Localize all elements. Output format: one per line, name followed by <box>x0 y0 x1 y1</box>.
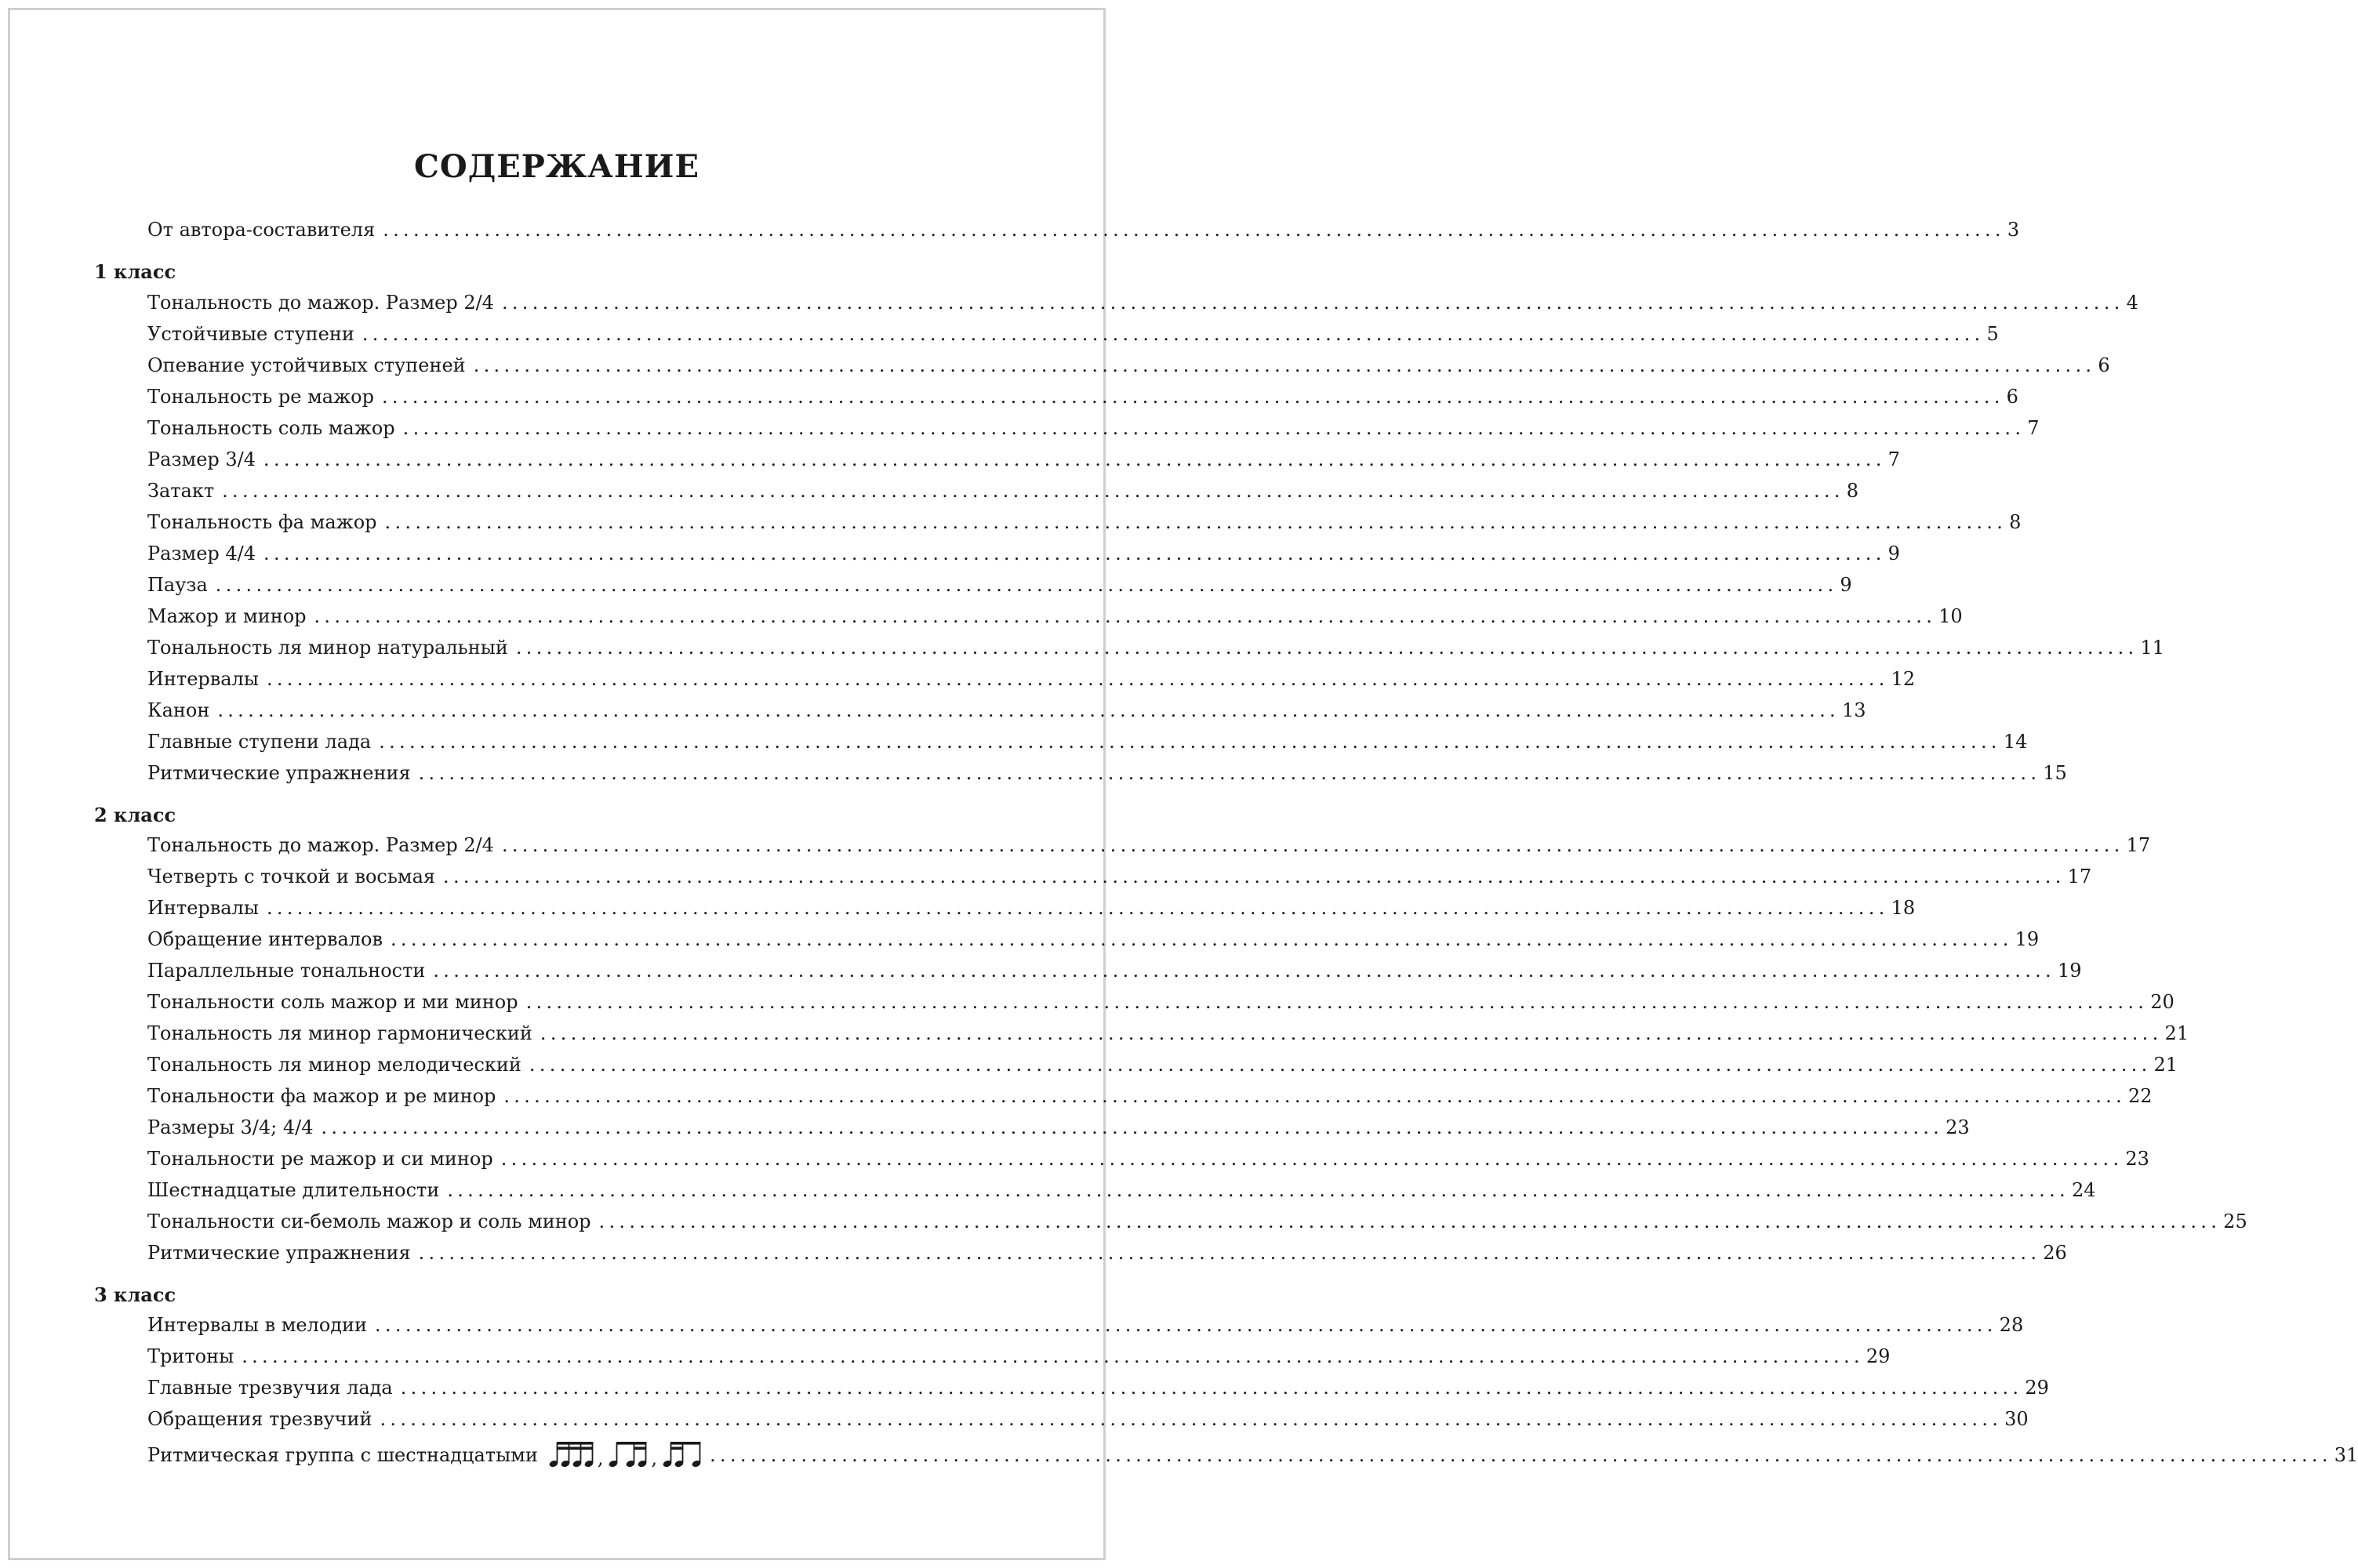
toc-entry[interactable] <box>147 924 2040 955</box>
toc-entry-page: 9 <box>1887 543 1900 564</box>
dot-leader: ................................................................................................................................................................ <box>473 354 2096 376</box>
toc-entry-page: 29 <box>1866 1345 1891 1367</box>
toc-entry[interactable] <box>147 1080 2153 1112</box>
toc-entry-page: 22 <box>2128 1085 2153 1107</box>
toc-entry-label: От автора-составителя <box>147 219 376 241</box>
toc-entry-label: Тональности си-бемоль мажор и соль минор <box>147 1210 591 1232</box>
toc-entry-page: 13 <box>1841 699 1866 721</box>
toc-entry-label: Тональности ре мажор и си минор <box>147 1148 493 1170</box>
toc-entry[interactable] <box>147 1018 2189 1049</box>
toc-entry-label: Опевание устойчивых ступеней <box>147 354 466 376</box>
page-title: СОДЕРЖАНИЕ <box>414 148 699 185</box>
dot-leader: ................................................................................................................................................................ <box>433 960 2055 982</box>
toc-entry-label: Тональность ре мажор <box>147 386 374 408</box>
toc-entry[interactable] <box>147 1143 2149 1174</box>
toc-entry-page: 11 <box>2140 637 2165 659</box>
rhythm-figures <box>549 1441 702 1468</box>
toc-entry-label: Ритмические упражнения <box>147 1242 411 1264</box>
toc-entry-label: Размер 3/4 <box>147 448 256 470</box>
dot-leader: ................................................................................................................................................................ <box>418 1242 2041 1264</box>
dot-leader: ................................................................................................................................................................ <box>501 292 2124 314</box>
toc-entry-page: 8 <box>2009 511 2022 533</box>
dot-leader: ................................................................................................................................................................ <box>540 1022 2163 1044</box>
toc-entry[interactable] <box>147 1372 2049 1403</box>
toc-entry-label: Шестнадцатые длительности <box>147 1179 440 1201</box>
toc-entry-page: 24 <box>2071 1179 2096 1201</box>
toc-entry-page: 14 <box>2003 731 2028 753</box>
rhythm-separator: , <box>597 1447 604 1469</box>
dot-leader: ................................................................................................................................................................ <box>263 448 1886 470</box>
rhythm-separator: , <box>651 1447 658 1469</box>
dot-leader: ................................................................................................................................................................ <box>380 1408 2003 1430</box>
toc-entry-label: Параллельные тональности <box>147 960 426 982</box>
toc-entry[interactable] <box>147 695 1866 726</box>
toc-entry[interactable] <box>147 475 1859 506</box>
toc-entry[interactable] <box>147 829 2151 861</box>
toc-entry-page: 7 <box>1887 448 1900 470</box>
toc-entry-page: 21 <box>2153 1054 2178 1076</box>
toc-entry-label: Тональность соль мажор <box>147 417 395 439</box>
dot-leader: ................................................................................................................................................................ <box>242 1345 1864 1367</box>
toc-entry-label: Ритмическая группа с шестнадцатыми <box>147 1444 538 1466</box>
toc-entry-label: Тональность ля минор натуральный <box>147 637 508 659</box>
toc-entry-page: 23 <box>1946 1116 1970 1138</box>
toc-entry-intro[interactable] <box>147 214 2020 245</box>
toc-entry-label: Четверть с точкой и восьмая <box>147 866 436 887</box>
toc-entry-page: 6 <box>2006 386 2018 408</box>
section-heading-grade-3: 3 класс <box>94 1283 176 1306</box>
toc-entry-page: 21 <box>2164 1022 2189 1044</box>
toc-entry-page: 17 <box>2126 834 2151 856</box>
toc-entry-page: 7 <box>2027 417 2040 439</box>
dot-leader: ................................................................................................................................................................ <box>384 511 2007 533</box>
dot-leader: ................................................................................................................................................................ <box>263 543 1886 564</box>
dot-leader: ................................................................................................................................................................ <box>503 1085 2126 1107</box>
toc-entry-label: Интервалы <box>147 897 259 919</box>
toc-entry[interactable] <box>147 1049 2178 1080</box>
dot-leader: ................................................................................................................................................................ <box>525 991 2149 1013</box>
toc-entry-page: 6 <box>2098 354 2110 376</box>
toc-entry-label: Тритоны <box>147 1345 234 1367</box>
toc-entry-page: 19 <box>2015 928 2040 950</box>
toc-entry[interactable] <box>147 601 1963 632</box>
toc-entry-page: 9 <box>1840 574 1852 596</box>
toc-entry[interactable] <box>147 1435 2358 1469</box>
four-sixteenths-icon <box>549 1441 594 1468</box>
dot-leader: ................................................................................................................................................................ <box>500 1148 2124 1170</box>
toc-entry[interactable] <box>147 350 2110 381</box>
toc-entry-page: 10 <box>1938 605 1963 627</box>
dot-leader: ................................................................................................................................................................ <box>375 1314 1997 1336</box>
toc-entry-page: 25 <box>2223 1210 2247 1232</box>
toc-entry-label: Тональности фа мажор и ре минор <box>147 1085 496 1107</box>
toc-entry-label: Тональность ля минор гармонический <box>147 1022 532 1044</box>
toc-entry-page: 3 <box>2007 219 2020 241</box>
toc-entry-page: 4 <box>2126 292 2138 314</box>
toc-entry-label: Интервалы в мелодии <box>147 1314 368 1336</box>
toc-entry-page: 23 <box>2125 1148 2149 1170</box>
dot-leader: ................................................................................................................................................................ <box>418 762 2041 784</box>
dot-leader: ................................................................................................................................................................ <box>515 637 2138 659</box>
toc-entry-label: Тональность фа мажор <box>147 511 377 533</box>
toc-entry-label: Главные трезвучия лада <box>147 1377 393 1399</box>
toc-entry-page: 31 <box>2334 1444 2358 1466</box>
toc-entry[interactable] <box>147 318 1999 350</box>
dot-leader: ................................................................................................................................................................ <box>379 731 2001 753</box>
dot-leader: ................................................................................................................................................................ <box>383 219 2005 241</box>
toc-entry[interactable] <box>147 726 2028 757</box>
toc-entry-label: Обращения трезвучий <box>147 1408 372 1430</box>
toc-entry[interactable] <box>147 287 2138 318</box>
dot-leader: ................................................................................................................................................................ <box>215 574 1838 596</box>
toc-entry-label: Тональность до мажор. Размер 2/4 <box>147 834 494 856</box>
toc-entry[interactable] <box>147 1237 2067 1269</box>
toc-entry[interactable] <box>147 1309 2024 1341</box>
toc-entry-page: 28 <box>1999 1314 2024 1336</box>
toc-entry[interactable] <box>147 955 2082 986</box>
toc-entry[interactable] <box>147 412 2040 444</box>
toc-entry-label: Ритмические упражнения <box>147 762 411 784</box>
toc-entry-label: Тональности соль мажор и ми минор <box>147 991 518 1013</box>
toc-entry-label: Интервалы <box>147 668 259 690</box>
toc-entry[interactable] <box>147 986 2175 1018</box>
dot-leader: ................................................................................................................................................................ <box>598 1210 2222 1232</box>
two-sixteenths-eighth-icon <box>663 1441 702 1468</box>
toc-entry-page: 5 <box>1986 323 1999 345</box>
dot-leader: ................................................................................................................................................................ <box>402 417 2026 439</box>
dot-leader: ................................................................................................................................................................ <box>266 897 1889 919</box>
dot-leader: ................................................................................................................................................................ <box>217 699 1840 721</box>
toc-entry[interactable] <box>147 632 2165 663</box>
dot-leader: ................................................................................................................................................................ <box>266 668 1889 690</box>
toc-entry[interactable] <box>147 506 2022 538</box>
toc-entry-label: Затакт <box>147 480 215 502</box>
dot-leader: ................................................................................................................................................................ <box>222 480 1844 502</box>
section-heading-grade-1: 1 класс <box>94 260 176 283</box>
section-heading-grade-2: 2 класс <box>94 804 176 826</box>
toc-entry-page: 29 <box>2025 1377 2049 1399</box>
toc-entry-page: 12 <box>1891 668 1916 690</box>
toc-entry-label: Главные ступени лада <box>147 731 372 753</box>
toc-entry[interactable] <box>147 757 2067 789</box>
dot-leader: ................................................................................................................................................................ <box>447 1179 2069 1201</box>
toc-entry-label: Размеры 3/4; 4/4 <box>147 1116 314 1138</box>
toc-entry[interactable] <box>147 1174 2096 1206</box>
toc-entry-label: Канон <box>147 699 210 721</box>
toc-entry[interactable] <box>147 892 1916 924</box>
dot-leader: ................................................................................................................................................................ <box>391 928 2013 950</box>
toc-entry-page: 26 <box>2043 1242 2067 1264</box>
toc-entry-label: Тональность ля минор мелодический <box>147 1054 521 1076</box>
toc-entry-page: 30 <box>2004 1408 2029 1430</box>
toc-entry[interactable] <box>147 1341 1891 1372</box>
toc-entry[interactable] <box>147 381 2018 412</box>
toc-entry[interactable] <box>147 663 1916 695</box>
dot-leader: ................................................................................................................................................................ <box>321 1116 1944 1138</box>
dot-leader: ................................................................................................................................................................ <box>314 605 1937 627</box>
toc-entry-page: 8 <box>1846 480 1859 502</box>
toc-entry-page: 17 <box>2067 866 2092 887</box>
dot-leader: ................................................................................................................................................................ <box>501 834 2124 856</box>
toc-entry-label: Устойчивые ступени <box>147 323 354 345</box>
dot-leader: ................................................................................................................................................................ <box>362 323 1985 345</box>
toc-entry[interactable] <box>147 1112 1970 1143</box>
toc-entry[interactable] <box>147 1403 2029 1435</box>
toc-entry-label: Обращение интервалов <box>147 928 383 950</box>
dot-leader: ................................................................................................................................................................ <box>710 1444 2332 1466</box>
toc-entry[interactable] <box>147 569 1852 601</box>
toc-entry-label: Пауза <box>147 574 208 596</box>
dot-leader: ................................................................................................................................................................ <box>400 1377 2023 1399</box>
toc-entry-label: Мажор и минор <box>147 605 307 627</box>
eighth-two-sixteenths-icon <box>609 1441 648 1468</box>
toc-entry-page: 15 <box>2043 762 2067 784</box>
dot-leader: ................................................................................................................................................................ <box>443 866 2066 887</box>
toc-entry-page: 20 <box>2150 991 2175 1013</box>
toc-entry-label: Размер 4/4 <box>147 543 256 564</box>
toc-entry-label: Тональность до мажор. Размер 2/4 <box>147 292 494 314</box>
dot-leader: ................................................................................................................................................................ <box>529 1054 2152 1076</box>
toc-entry[interactable] <box>147 1206 2247 1237</box>
toc-entry-page: 19 <box>2057 960 2082 982</box>
toc-entry[interactable] <box>147 444 1900 475</box>
toc-entry[interactable] <box>147 538 1900 569</box>
toc-entry-page: 18 <box>1891 897 1916 919</box>
dot-leader: ................................................................................................................................................................ <box>382 386 2004 408</box>
toc-entry[interactable] <box>147 861 2092 892</box>
